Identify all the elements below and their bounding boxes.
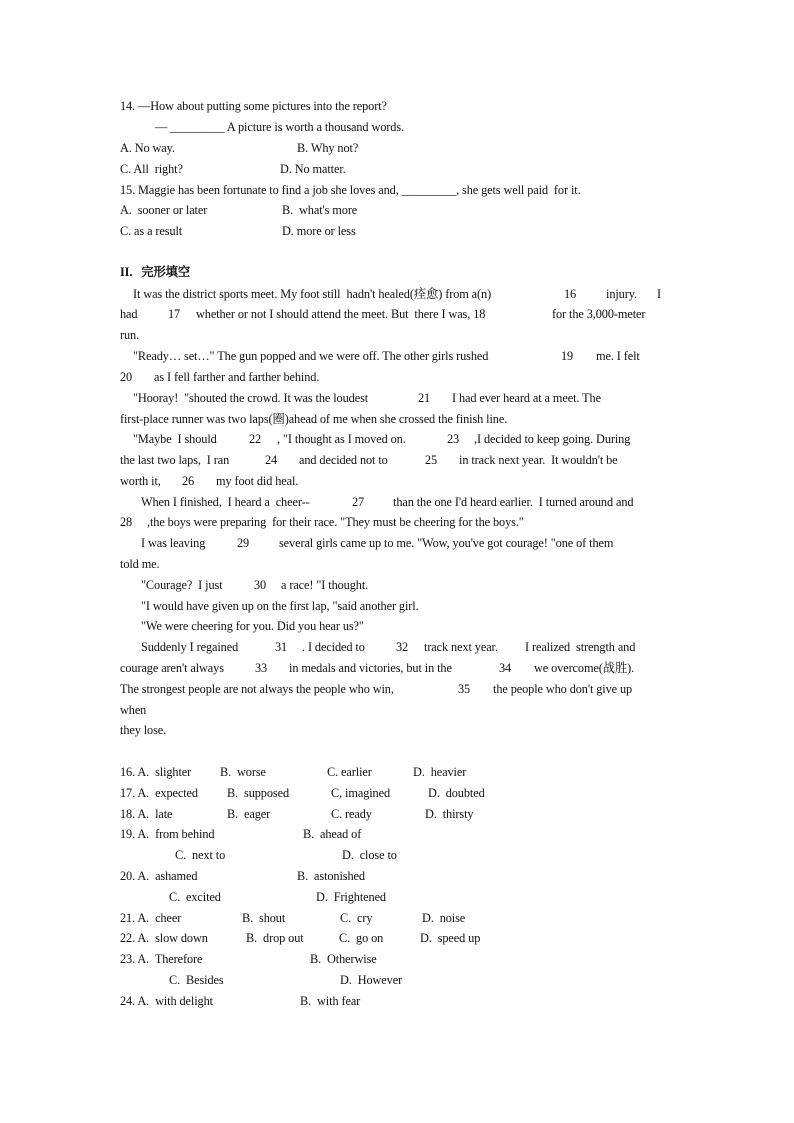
q17-option-a: 17. A. expected [120,786,198,800]
q14-option-b: B. Why not? [297,141,359,155]
passage-text: ,I decided to keep going. During [474,432,631,446]
q18-option-b: B. eager [227,807,271,821]
q14-option-a: A. No way. [120,141,175,155]
passage-text: as I fell farther and farther behind. [154,370,320,384]
passage-text: in track next year. It wouldn't be [459,453,618,467]
q14-option-d: D. No matter. [280,162,346,176]
blank-number: 33 [255,661,268,675]
passage-text: a race! "I thought. [281,578,369,592]
passage-text: several girls came up to me. "Wow, you've got courage! "one of them [279,536,614,550]
q17-option-c: C, imagined [331,786,391,800]
q22-option-d: D. speed up [420,931,481,945]
q18-option-c: C. ready [331,807,372,821]
passage-text: "Ready… set…" The gun popped and we were off. The other girls rushed [133,349,489,363]
passage-text: worth it, [120,474,161,488]
passage-text: and decided not to [299,453,388,467]
passage-text: I realized strength and [525,640,636,654]
q19-option-a: 19. A. from behind [120,827,215,841]
q23-option-d: D. However [340,973,403,987]
q18-option-d: D. thirsty [425,807,474,821]
q19-option-c: C. next to [175,848,226,862]
blank-number: 24 [265,453,278,467]
q20-option-d: D. Frightened [316,890,386,904]
passage-text: "I would have given up on the first lap, "said another girl. [141,599,419,613]
q17-option-b: B. supposed [227,786,289,800]
q14-reply: — _________ A picture is worth a thousand words. [155,120,404,134]
passage-text: whether or not I should attend the meet. But there I was, 18 [196,307,486,321]
passage-text: track next year. [424,640,498,654]
q21-option-a: 21. A. cheer [120,911,182,925]
passage-text: the people who don't give up [493,682,633,696]
passage-text: injury. [606,287,637,301]
blank-number: 27 [352,495,365,509]
blank-number: 17 [168,307,181,321]
passage-text: "Maybe I should [133,432,217,446]
q22-option-b: B. drop out [246,931,304,945]
blank-number: 16 [564,287,577,301]
blank-number: 26 [182,474,195,488]
q23-option-c: C. Besides [169,973,224,987]
q16-option-d: D. heavier [413,765,467,779]
blank-number: 30 [254,578,267,592]
passage-text: in medals and victories, but in the [289,661,452,675]
passage-text: I had ever heard at a meet. The [452,391,601,405]
blank-number: 23 [447,432,460,446]
q15-option-b: B. what's more [282,203,358,217]
q23-option-b: B. Otherwise [310,952,377,966]
passage-text: me. I felt [596,349,640,363]
q21-option-d: D. noise [422,911,466,925]
q19-option-b: B. ahead of [303,827,362,841]
passage-text: "Courage? I just [141,578,223,592]
passage-text: Suddenly I regained [141,640,239,654]
blank-number: 22 [249,432,262,446]
passage-text: I was leaving [141,536,206,550]
blank-number: 29 [237,536,250,550]
section-heading: II. 完形填空 [120,265,191,279]
passage-text: courage aren't always [120,661,224,675]
blank-number: 35 [458,682,471,696]
blank-number: 25 [425,453,438,467]
q20-option-a: 20. A. ashamed [120,869,198,883]
q15-stem: 15. Maggie has been fortunate to find a job she loves and, _________, she gets well paid for it. [120,183,581,197]
q18-option-a: 18. A. late [120,807,173,821]
blank-number: 20 [120,370,133,384]
passage-text: first-place runner was two laps(圈)ahead of me when she crossed the finish line. [120,412,508,426]
q16-option-b: B. worse [220,765,266,779]
passage-text: . I decided to [302,640,365,654]
passage-text: , "I thought as I moved on. [277,432,406,446]
q15-option-c: C. as a result [120,224,183,238]
passage-text: run. [120,328,140,342]
blank-number: 21 [418,391,431,405]
blank-number: 32 [396,640,409,654]
q21-option-b: B. shout [242,911,286,925]
passage-text: When I finished, I heard a cheer-- [141,495,310,509]
passage-text: The strongest people are not always the people who win, [120,682,394,696]
q14-stem: 14. —How about putting some pictures into the report? [120,99,387,113]
q16-option-c: C. earlier [327,765,372,779]
passage-text: for the 3,000-meter [552,307,646,321]
passage-text: than the one I'd heard earlier. I turned around and [393,495,634,509]
passage-text: the last two laps, I ran [120,453,230,467]
passage-text: we overcome(战胜). [534,661,635,675]
q24-option-b: B. with fear [300,994,361,1008]
passage-text: had [120,307,138,321]
q20-option-c: C. excited [169,890,221,904]
blank-number: 34 [499,661,512,675]
q14-option-c: C. All right? [120,162,183,176]
passage-text: "We were cheering for you. Did you hear us?" [141,619,364,633]
passage-text: I [657,287,661,301]
q23-option-a: 23. A. Therefore [120,952,203,966]
q15-option-a: A. sooner or later [120,203,208,217]
passage-text: ,the boys were preparing for their race. "They must be cheering for the boys." [147,515,524,529]
passage-text: "Hooray! "shouted the crowd. It was the loudest [133,391,369,405]
q24-option-a: 24. A. with delight [120,994,213,1008]
blank-number: 31 [275,640,288,654]
passage-text: when [120,703,147,717]
q17-option-d: D. doubted [428,786,485,800]
q20-option-b: B. astonished [297,869,365,883]
blank-number: 28 [120,515,133,529]
q16-option-a: 16. A. slighter [120,765,192,779]
q19-option-d: D. close to [342,848,397,862]
blank-number: 19 [561,349,574,363]
passage-text: my foot did heal. [216,474,299,488]
passage-text: told me. [120,557,160,571]
q15-option-d: D. more or less [282,224,356,238]
q22-option-c: C. go on [339,931,384,945]
q22-option-a: 22. A. slow down [120,931,208,945]
passage-text: It was the district sports meet. My foot still hadn't healed(痊愈) from a(n) [133,287,492,301]
passage-text: they lose. [120,723,167,737]
q21-option-c: C. cry [340,911,373,925]
